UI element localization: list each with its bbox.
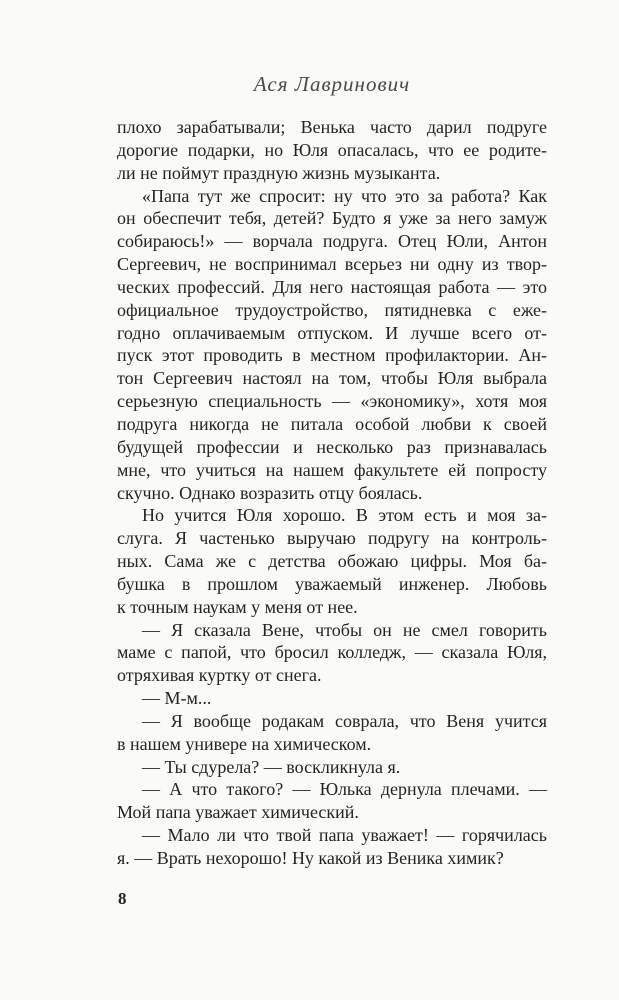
text-line: серьезную специальность — «экономику», хотя моя: [117, 391, 547, 412]
text-line: официальное трудоустройство, пятидневка с еже-: [117, 299, 547, 320]
text-line: в нашем универе на химическом.: [117, 733, 372, 754]
text-line: годно оплачиваемым отпуском. И лучше всего от-: [117, 322, 547, 343]
text-line: — Мало ли что твой папа уважает! — горячилась: [142, 825, 547, 846]
text-line: отряхивая куртку от снега.: [117, 665, 322, 686]
text-line: ли не поймут праздную жизнь музыканта.: [117, 162, 441, 183]
text-line: — Я вообще родакам соврала, что Веня учится: [142, 710, 547, 731]
text-line: бушка в прошлом уважаемый инженер. Любовь: [117, 573, 547, 594]
text-line: — М-м...: [142, 688, 212, 709]
text-line: — Ты сдурела? — воскликнула я.: [142, 756, 401, 777]
text-line: слуга. Я частенько выручаю подругу на контроль-: [117, 528, 547, 549]
text-line: будущей профессии и несколько раз признавалась: [117, 436, 547, 457]
text-line: Сергеевич, не воспринимал всерьез ни одну из твор-: [117, 254, 547, 275]
text-line: тон Сергеевич настоял на том, чтобы Юля выбрала: [117, 368, 547, 389]
text-line: ческих профессий. Для него настоящая работа — это: [117, 276, 547, 297]
text-line: дорогие подарки, но Юля опасалась, что ее родите-: [117, 139, 547, 160]
text-line: — Я сказала Вене, чтобы он не смел говорить: [142, 619, 547, 640]
text-line: ных. Сама же с детства обожаю цифры. Моя ба-: [117, 551, 547, 572]
running-head-author: Ася Лавринович: [253, 72, 411, 96]
text-line: маме с папой, что бросил колледж, — сказала Юля,: [117, 642, 547, 663]
text-line: плохо зарабатывали; Венька часто дарил подруге: [117, 117, 547, 137]
text-line: «Папа тут же спросит: ну что это за работа? Как: [142, 185, 547, 206]
text-line: к точным наукам у меня от нее.: [117, 596, 358, 617]
page-number: 8: [118, 889, 127, 908]
text-line: Мой папа уважает химический.: [117, 802, 359, 823]
text-line: пуск этот проводить в местном профилактории. Ан-: [117, 345, 547, 366]
text-line: — А что такого? — Юлька дернула плечами. —: [142, 779, 547, 800]
text-line: Но учится Юля хорошо. В этом есть и моя за-: [142, 505, 547, 526]
text-line: скучно. Однако возразить отцу боялась.: [117, 482, 423, 503]
text-line: собираюсь!» — ворчала подруга. Отец Юли, Антон: [117, 231, 547, 252]
text-line: подруга никогда не питала особой любви к своей: [117, 413, 547, 434]
text-line: мне, что учиться на нашем факультете ей попросту: [117, 459, 547, 480]
text-line: он обеспечит тебя, детей? Будто я уже за него замуж: [117, 208, 547, 229]
body-text: [117, 116, 547, 870]
text-line: я. — Врать нехорошо! Ну какой из Веника химик?: [117, 848, 504, 868]
